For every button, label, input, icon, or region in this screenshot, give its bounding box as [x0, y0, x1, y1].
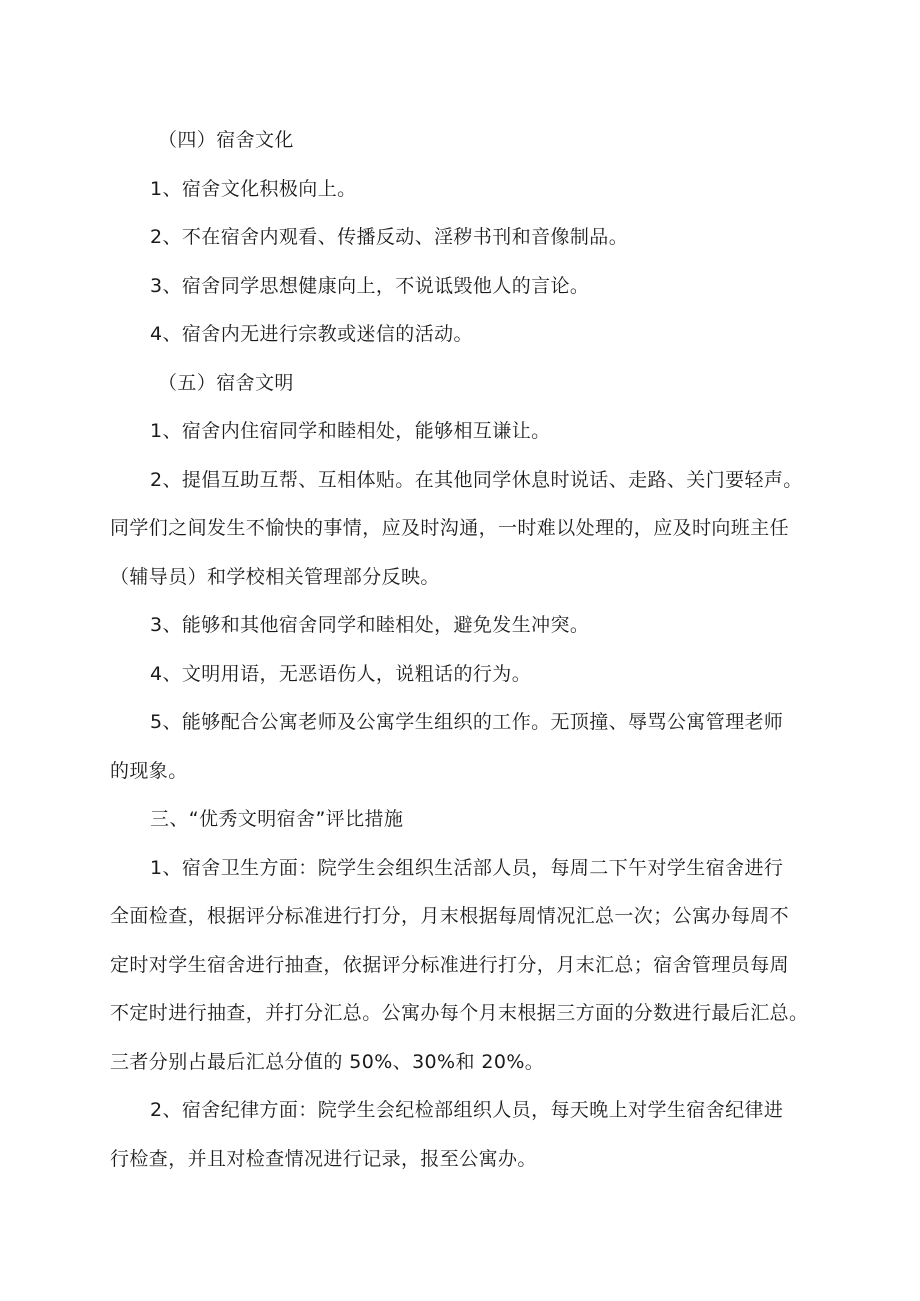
paragraph-line: 1、宿舍卫生方面：院学生会组织生活部人员，每周二下午对学生宿舍进行	[150, 856, 784, 879]
paragraph-line: 不定时进行抽查，并打分汇总。公寓办每个月末根据三方面的分数进行最后汇总。	[110, 1002, 809, 1024]
paragraph-line: 4、文明用语，无恶语伤人，说粗话的行为。	[150, 662, 532, 685]
paragraph-line: 3、宿舍同学思想健康向上，不说诋毁他人的言论。	[150, 274, 590, 297]
paragraph-line: 2、不在宿舍内观看、传播反动、淫秽书刊和音像制品。	[150, 226, 629, 248]
paragraph-line: 三者分别占最后汇总分值的 50%、30%和 20%。	[110, 1050, 545, 1073]
paragraph-line: 1、宿舍文化积极向上。	[150, 177, 357, 200]
paragraph-line: 的现象。	[110, 759, 188, 782]
paragraph-line: 行检查，并且对检查情况进行记录，报至公寓办。	[110, 1147, 537, 1170]
section-heading-evaluation-measures: 三、“优秀文明宿舍”评比措施	[150, 808, 404, 830]
paragraph-line: 定时对学生宿舍进行抽查，依据评分标准进行打分，月末汇总；宿舍管理员每周	[110, 953, 790, 976]
paragraph-line: （辅导员）和学校相关管理部分反映。	[110, 565, 440, 588]
document-body	[110, 116, 820, 1183]
paragraph-line: 全面检查，根据评分标准进行打分，月末根据每周情况汇总一次；公寓办每周不	[110, 905, 790, 927]
section-heading-dorm-culture: （四）宿舍文化	[158, 129, 294, 151]
paragraph-line: 2、宿舍纪律方面：院学生会纪检部组织人员，每天晚上对学生宿舍纪律进	[150, 1099, 784, 1121]
paragraph-line: 2、提倡互助互帮、互相体贴。在其他同学休息时说话、走路、关门要轻声。	[150, 468, 803, 491]
paragraph-line: 1、宿舍内住宿同学和睦相处，能够相互谦让。	[150, 420, 551, 442]
paragraph-line: 5、能够配合公寓老师及公寓学生组织的工作。无顶撞、辱骂公寓管理老师	[150, 711, 784, 733]
paragraph-line: 4、宿舍内无进行宗教或迷信的活动。	[150, 323, 473, 345]
section-heading-dorm-civility: （五）宿舍文明	[158, 371, 294, 394]
paragraph-line: 同学们之间发生不愉快的事情，应及时沟通，一时难以处理的，应及时向班主任	[110, 517, 790, 539]
paragraph-line: 3、能够和其他宿舍同学和睦相处，避免发生冲突。	[150, 614, 590, 636]
